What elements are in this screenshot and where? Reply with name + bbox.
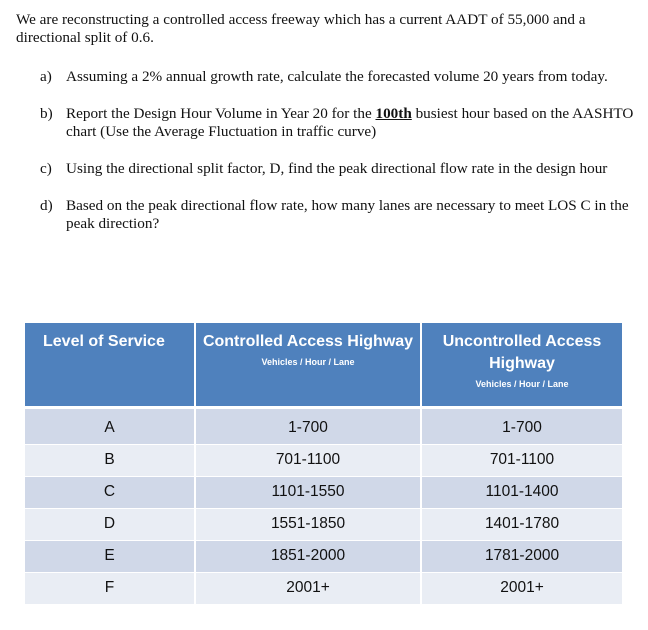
table-row (25, 572, 622, 604)
table-row (25, 444, 622, 476)
cell-los: D (25, 508, 195, 540)
question-text-before: Report the Design Hour Volume in Year 20 for the (66, 105, 376, 122)
cell-uncontrolled: 1781-2000 (421, 540, 622, 572)
cell-uncontrolled: 2001+ (421, 572, 622, 604)
cell-controlled: 1-700 (195, 407, 421, 444)
header-controlled (195, 323, 421, 407)
question-a (40, 68, 636, 86)
table-row (25, 476, 622, 508)
cell-controlled: 701-1100 (195, 444, 421, 476)
cell-controlled: 1551-1850 (195, 508, 421, 540)
question-text: Based on the peak directional flow rate, how many lanes are necessary to meet LOS C in the peak direction? (66, 197, 629, 232)
table-row (25, 540, 622, 572)
header-uncontrolled-label: Uncontrolled Access Highway (442, 333, 602, 372)
question-b (40, 105, 636, 141)
header-los (25, 323, 195, 407)
table-row (25, 407, 622, 444)
question-letter: d) (40, 197, 53, 214)
header-controlled-label: Controlled Access Highway (202, 333, 414, 350)
cell-uncontrolled: 1101-1400 (421, 476, 622, 508)
los-table (25, 323, 622, 604)
header-los-label: Level of Service (43, 333, 165, 350)
cell-uncontrolled: 1-700 (421, 407, 622, 444)
question-letter: c) (40, 160, 52, 177)
table-row (25, 508, 622, 540)
question-letter: a) (40, 68, 52, 85)
question-d (40, 197, 636, 233)
question-text: Assuming a 2% annual growth rate, calculate the forecasted volume 20 years from today. (66, 68, 608, 85)
header-uncontrolled-unit: Vehicles / Hour / Lane (475, 379, 569, 389)
cell-controlled: 2001+ (195, 572, 421, 604)
cell-los: E (25, 540, 195, 572)
question-emphasis: 100th (375, 105, 412, 122)
question-letter: b) (40, 105, 53, 122)
cell-los: C (25, 476, 195, 508)
question-text-after: busiest hour based on the AASHTO chart (Use the Average Fluctuation in traffic curve) (66, 105, 634, 140)
table-header-row (25, 323, 622, 407)
header-uncontrolled (421, 323, 622, 407)
question-text (66, 105, 636, 141)
cell-los: F (25, 572, 195, 604)
cell-los: A (25, 407, 195, 444)
question-text: Using the directional split factor, D, find the peak directional flow rate in the design hour (66, 160, 608, 177)
question-c (40, 160, 636, 178)
cell-uncontrolled: 701-1100 (421, 444, 622, 476)
cell-controlled: 1101-1550 (195, 476, 421, 508)
cell-los: B (25, 444, 195, 476)
cell-uncontrolled: 1401-1780 (421, 508, 622, 540)
header-controlled-unit: Vehicles / Hour / Lane (261, 357, 355, 367)
cell-controlled: 1851-2000 (195, 540, 421, 572)
problem-intro: We are reconstructing a controlled access freeway which has a current AADT of 55,000 and a directional split of 0.6. (16, 11, 586, 46)
